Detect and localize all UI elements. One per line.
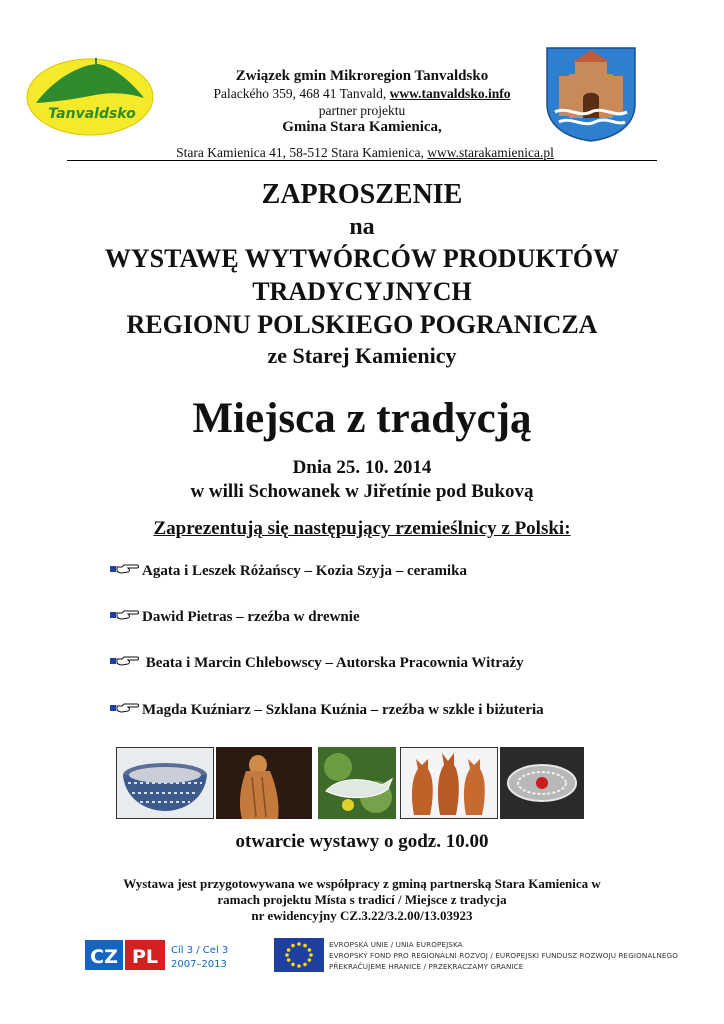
header-text xyxy=(150,68,574,136)
pointing-hand-icon xyxy=(110,653,140,675)
header-divider xyxy=(67,160,657,161)
title-block xyxy=(40,178,684,371)
czpl-cz: CZ xyxy=(90,946,118,968)
org-name: Związek gmin Mikroregion Tanvaldsko xyxy=(235,68,489,84)
title-line3: WYSTAWĘ WYTWÓRCÓW PRODUKTÓW xyxy=(104,244,620,273)
main-title: Miejsca z tradycją xyxy=(192,395,532,442)
title-line5: REGIONU POLSKIEGO POGRANICZA xyxy=(126,310,598,339)
czpl-pl: PL xyxy=(131,946,159,968)
opening-time: otwarcie wystawy o godz. 10.00 xyxy=(235,831,489,852)
eu-line2: EVROPSKÝ FOND PRO REGIONÁLNÍ ROZVOJ / EUROPEJSKI FUNDUSZ ROZWOJU REGIONALNEGO xyxy=(329,951,678,960)
tanvaldsko-logo xyxy=(26,58,154,136)
logo-text: Tanvaldsko xyxy=(48,106,136,122)
glass-bird-photo xyxy=(318,747,396,819)
artisan-name: Beata i Marcin Chlebowscy – Autorska Pracownia Witraży xyxy=(142,655,524,671)
footer-line1: Wystawa jest przygotowywana we współpracy z gminą partnerską Stara Kamienica w xyxy=(123,876,601,891)
partner-name: Gmina Stara Kamienica, xyxy=(282,119,442,135)
partner-url-link[interactable]: www.starakamienica.pl xyxy=(427,145,554,160)
artisan-name: Dawid Pietras – rzeźba w drewnie xyxy=(142,609,360,625)
artisan-name: Agata i Leszek Różańscy – Kozia Szyja – ceramika xyxy=(142,563,467,579)
czpl-program-logo xyxy=(85,938,235,972)
artisan-name: Magda Kuźniarz – Szklana Kuźnia – rzeźba w szkle i biżuteria xyxy=(142,702,544,718)
czpl-cil: Cíl 3 / Cel 3 xyxy=(171,945,229,956)
list-item xyxy=(110,606,360,628)
eu-line1: EVROPSKÁ UNIE / UNIA EUROPEJSKA xyxy=(329,940,463,949)
org-url-link[interactable]: www.tanvaldsko.info xyxy=(389,86,511,101)
footer-line3: nr ewidencyjny CZ.3.22/3.2.00/13.03923 xyxy=(251,908,473,923)
footer-text xyxy=(40,876,684,924)
pointing-hand-icon xyxy=(110,700,140,722)
pointing-hand-icon xyxy=(110,607,140,629)
title-na: na xyxy=(349,214,375,240)
partner-address-line xyxy=(100,144,630,161)
partner-label: partner projektu xyxy=(318,103,406,118)
artisans-heading: Zaprezentują się następujący rzemieślnicy z Polski: xyxy=(153,518,571,539)
ceramic-bowl-photo xyxy=(116,747,214,819)
pointing-hand-icon xyxy=(110,561,140,583)
list-item xyxy=(110,652,524,674)
footer-line2: ramach projektu Místa s tradicí / Miejsce z tradycja xyxy=(217,892,507,907)
title-line6: ze Starej Kamienicy xyxy=(267,343,457,368)
org-address: Palackého 359, 468 41 Tanvald, xyxy=(213,86,390,101)
wooden-cats-photo xyxy=(400,747,498,819)
title-line4: TRADYCYJNYCH xyxy=(252,277,472,306)
event-venue: w willi Schowanek w Jiřetínie pod Bukovą xyxy=(190,481,534,502)
wood-carving-photo xyxy=(216,747,312,819)
czpl-years: 2007–2013 xyxy=(171,959,227,970)
eu-line3: PŘEKRAČUJEME HRANICE / PRZEKRACZAMY GRANICE xyxy=(329,962,524,971)
event-date: Dnia 25. 10. 2014 xyxy=(292,457,432,478)
jewelry-brooch-photo xyxy=(500,747,584,819)
list-item xyxy=(110,699,544,721)
list-item xyxy=(110,560,467,582)
partner-address: Stara Kamienica 41, 58-512 Stara Kamienica, xyxy=(176,145,428,160)
title-invitation: ZAPROSZENIE xyxy=(261,179,463,210)
event-info xyxy=(40,456,684,504)
eu-text xyxy=(329,939,678,972)
